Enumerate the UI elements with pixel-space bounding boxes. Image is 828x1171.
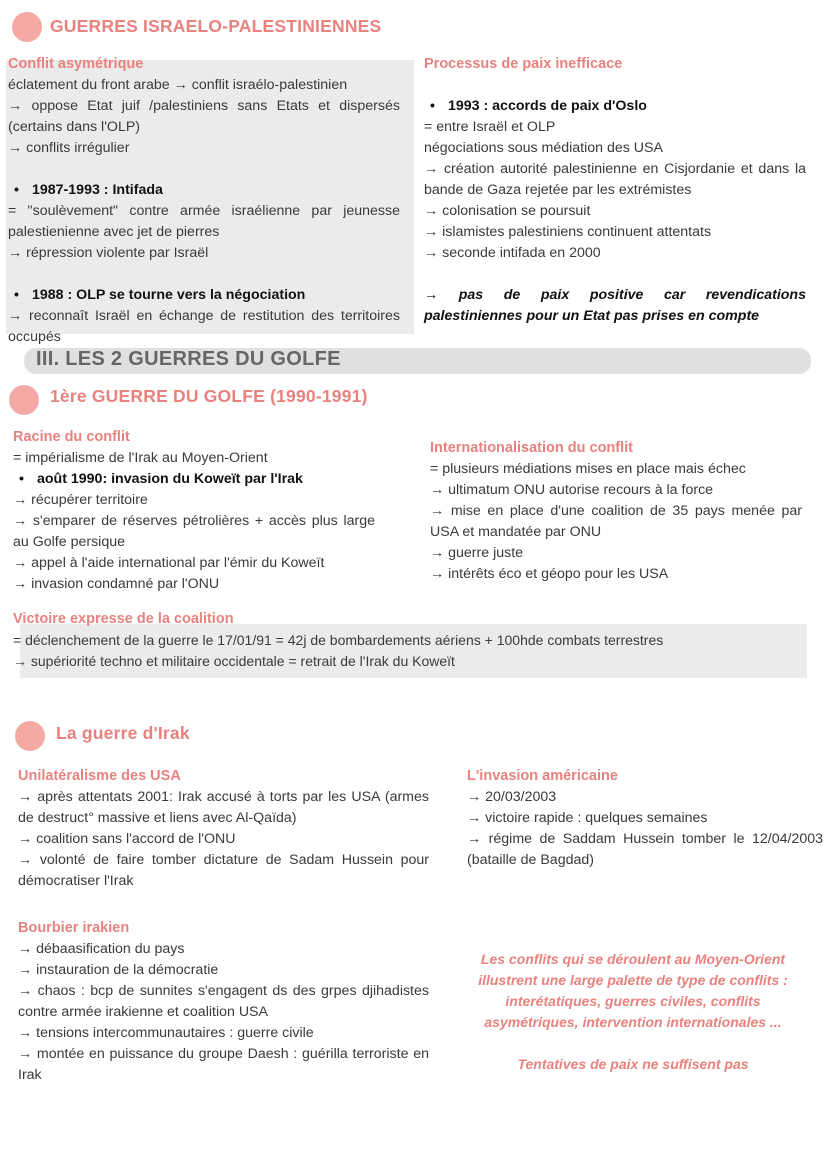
bullet-dot <box>15 721 45 751</box>
text-line: = entre Israël et OLP <box>424 119 556 135</box>
bullet-dot <box>12 12 42 42</box>
subheading: L'invasion américaine <box>467 768 618 784</box>
text-line: → supériorité techno et militaire occidentale = retrait de l'Irak du Koweït <box>13 653 455 669</box>
text-line: = déclenchement de la guerre le 17/01/91 = 42j de bombardements aériens + 100hde combats terrestres <box>13 632 664 648</box>
section-band-title: III. LES 2 GUERRES DU GOLFE <box>36 348 341 370</box>
conclusion-text: Les conflits qui se déroulent au Moyen-Orient illustrent une large palette de type de conflits : interétatiques, guerres civiles, conflits asymétriques, intervention internationales ... <box>478 951 788 1030</box>
section-title: La guerre d'Irak <box>56 723 190 743</box>
subheading: Victoire expresse de la coalition <box>13 611 234 627</box>
bullet-item: • août 1990: invasion du Koweït par l'Irak <box>13 469 375 490</box>
text-line: → oppose Etat juif /palestiniens sans Etats et dispersés (certains dans l'OLP) <box>8 98 400 135</box>
text-line: éclatement du front arabe → conflit israélo-palestinien <box>8 77 348 93</box>
subheading: Conflit asymétrique <box>8 56 144 72</box>
bourbier-block <box>18 918 429 1086</box>
text-line: → débaasification du pays <box>18 941 185 957</box>
text-line: → victoire rapide : quelques semaines <box>467 810 708 826</box>
text-line: → islamistes palestiniens continuent attentats <box>424 224 712 240</box>
text-line: → conflits irrégulier <box>8 140 130 156</box>
text-line: = plusieurs médiations mises en place mais échec <box>430 461 746 477</box>
conclusion-text: → pas de paix positive car revendications palestiniennes pour un Etat pas prises en compte <box>424 287 806 324</box>
conclusion-text: Tentatives de paix ne suffisent pas <box>517 1056 749 1072</box>
text-line: → tensions intercommunautaires : guerre civile <box>18 1025 314 1041</box>
subheading: Racine du conflit <box>13 429 130 445</box>
internationalisation-block <box>430 438 802 585</box>
subheading: Processus de paix inefficace <box>424 56 623 72</box>
text-line: → chaos : bcp de sunnites s'engagent ds des grpes djihadistes contre armée irakienne et coalition USA <box>18 983 429 1020</box>
text-line: négociations sous médiation des USA <box>424 140 663 156</box>
subheading: Bourbier irakien <box>18 920 130 936</box>
text-line: → récupérer territoire <box>13 492 148 508</box>
racine-block <box>13 427 375 595</box>
text-line: = "soulèvement" contre armée israélienne par jeunesse palestienienne avec jet de pierres <box>8 203 400 240</box>
text-line: → création autorité palestinienne en Cisjordanie et dans la bande de Gaza rejetée par les extrémistes <box>424 161 806 198</box>
subheading: Unilatéralisme des USA <box>18 768 181 784</box>
text-line: → régime de Saddam Hussein tomber le 12/04/2003 (bataille de Bagdad) <box>467 831 823 868</box>
subheading: Internationalisation du conflit <box>430 440 633 456</box>
text-line: → répression violente par Israël <box>8 245 209 261</box>
text-line: → ultimatum ONU autorise recours à la force <box>430 482 714 498</box>
bullet-item: • 1993 : accords de paix d'Oslo <box>424 96 806 117</box>
text-line: → coalition sans l'accord de l'ONU <box>18 831 236 847</box>
text-line: → seconde intifada en 2000 <box>424 245 601 261</box>
text-line: → mise en place d'une coalition de 35 pays menée par USA et mandatée par ONU <box>430 503 802 540</box>
text-line: → reconnaît Israël en échange de restitution des territoires occupés <box>8 308 400 345</box>
text-line: → appel à l'aide international par l'émir du Koweït <box>13 555 325 571</box>
text-line: → montée en puissance du groupe Daesh : guérilla terroriste en Irak <box>18 1046 429 1083</box>
text-line: → après attentats 2001: Irak accusé à torts par les USA (armes de destruct° massive et liens avec Al-Qaïda) <box>18 789 429 826</box>
text-line: → 20/03/2003 <box>467 789 557 805</box>
text-line: → s'emparer de réserves pétrolières + accès plus large au Golfe persique <box>13 513 375 550</box>
bullet-dot <box>9 385 39 415</box>
text-line: → guerre juste <box>430 545 524 561</box>
conclusion-box <box>458 949 808 1075</box>
text-line: → colonisation se poursuit <box>424 203 591 219</box>
conflit-asymetrique-block <box>8 52 400 348</box>
text-line: → volonté de faire tomber dictature de Sadam Hussein pour démocratiser l'Irak <box>18 852 429 889</box>
section-title: GUERRES ISRAELO-PALESTINIENNES <box>50 16 382 36</box>
bullet-item: • 1988 : OLP se tourne vers la négociation <box>8 285 400 306</box>
text-line: = impérialisme de l'Irak au Moyen-Orient <box>13 450 268 466</box>
text-line: → intérêts éco et géopo pour les USA <box>430 566 669 582</box>
processus-paix-block <box>424 52 806 327</box>
unilateralisme-block <box>18 766 429 892</box>
text-line: → instauration de la démocratie <box>18 962 219 978</box>
invasion-block <box>467 766 823 871</box>
bullet-item: • 1987-1993 : Intifada <box>8 180 400 201</box>
text-line: → invasion condamné par l'ONU <box>13 576 220 592</box>
section-title: 1ère GUERRE DU GOLFE (1990-1991) <box>50 386 368 406</box>
victoire-block <box>13 609 813 672</box>
